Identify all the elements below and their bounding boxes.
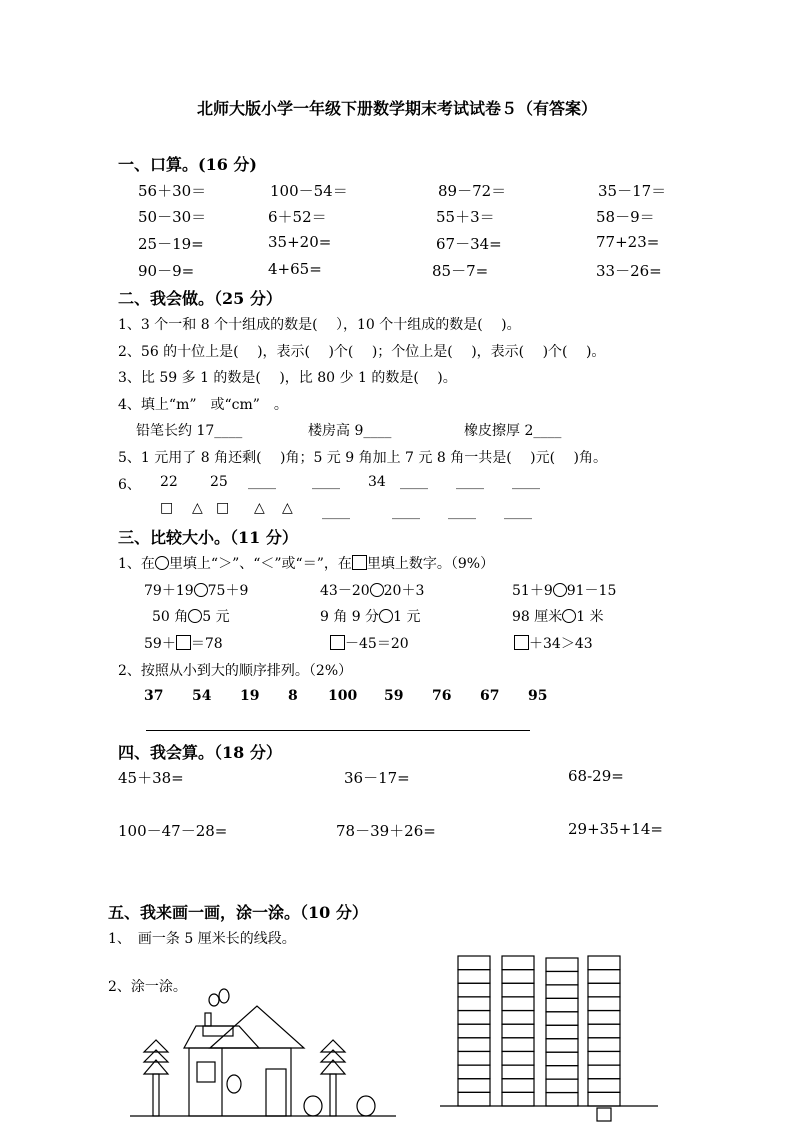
circle-blank-icon [379,609,393,623]
fill-item [144,633,223,653]
question-2-6-label: 6、 [118,477,141,493]
block-cell [458,1065,490,1079]
answer-line [146,730,530,731]
sequence-blank: ____ [400,474,428,490]
block-cell [588,1079,620,1093]
block-cell [588,1024,620,1038]
question-5-1: 1、 画一条 5 厘米长的线段。 [108,931,296,947]
compare-item [320,606,421,626]
block-cell [458,1024,490,1038]
block-cell [588,1065,620,1079]
compare-item [320,580,424,600]
order-number: 100 [328,688,358,704]
calc-item: 45＋38= [118,769,184,787]
tree-trunk [153,1074,159,1116]
compare-right: 1 米 [576,609,604,625]
block-cell [588,1051,620,1065]
order-number: 59 [384,688,404,704]
fill-left: 59＋ [144,636,176,652]
block-cell [546,958,578,971]
calc-item: 89－72＝ [438,182,507,200]
oval-window [227,1075,241,1093]
unit-blank-building: 楼房高 9____ [308,423,392,439]
sequence-blank: ____ [392,504,420,520]
block-cell [458,983,490,997]
window [197,1062,215,1082]
block-column [458,956,490,1106]
block-cell [588,997,620,1011]
block-cell [546,998,578,1011]
sequence-blank: ____ [456,474,484,490]
block-cell [588,956,620,970]
calc-item: 29+35+14= [568,820,663,838]
fill-right: ＋34＞43 [529,636,593,652]
block-cell [502,970,534,984]
unit-blank-pencil: 铅笔长约 17____ [136,423,243,439]
sequence-blank: ____ [312,474,340,490]
square-blank-icon [514,635,529,650]
square-blank-icon [352,555,367,570]
block-cell [458,1079,490,1093]
question-3-1-part-a: 1、在 [118,556,155,572]
compare-right: 75＋9 [207,583,249,599]
block-cell [502,1051,534,1065]
block-cell [502,956,534,970]
block-cell [458,1038,490,1052]
bush-circle [357,1096,375,1116]
order-number: 67 [480,688,500,704]
block-cell [502,1011,534,1025]
triangle-shape: △ [282,500,293,516]
circle-blank-icon [562,609,576,623]
block-cell [502,1092,534,1106]
sequence-blank: ____ [322,504,350,520]
house-drawing [126,986,402,1120]
block-cell [458,1011,490,1025]
sequence-blank: ____ [512,474,540,490]
sequence-number: 25 [210,474,228,490]
block-cell [502,1065,534,1079]
block-cell [502,983,534,997]
compare-left: 9 角 9 分 [320,609,380,625]
square-shape: □ [160,500,174,516]
compare-left: 79＋19 [144,583,194,599]
square-blank-icon [176,635,191,650]
triangle-shape: △ [254,500,265,516]
calc-item: 100－47－28= [118,822,228,840]
compare-right: 1 元 [393,609,421,625]
compare-item [512,606,604,626]
section-1-heading: 一、口算。(16 分) [118,155,257,174]
block-column [588,956,620,1106]
section-5-heading: 五、我来画一画，涂一涂。（10 分） [108,903,368,922]
block-cell [546,971,578,984]
compare-left: 43－20 [320,583,370,599]
circle-blank-icon [370,583,384,597]
block-column [502,956,534,1106]
page-title: 北师大版小学一年级下册数学期末考试试卷５（有答案） [196,99,597,118]
calc-item: 50－30＝ [138,208,207,226]
sequence-blank: ____ [504,504,532,520]
block-cell [546,1052,578,1065]
block-column [546,958,578,1106]
block-cell [588,1092,620,1106]
block-cell [458,1051,490,1065]
sequence-number: 22 [160,474,178,490]
block-cell [502,1024,534,1038]
square-shape: □ [216,500,230,516]
calc-item: 68-29= [568,767,624,785]
block-cell [546,1079,578,1092]
question-3-1-part-c: 里填上数字。（9%） [366,556,495,572]
compare-item [152,606,230,626]
unit-blank-eraser: 橡皮擦厚 2____ [464,423,562,439]
compare-left: 51＋9 [512,583,553,599]
block-cell [502,1038,534,1052]
calc-item: 36－17= [344,769,410,787]
question-3-1 [118,553,494,573]
block-cell [458,997,490,1011]
order-number: 19 [240,688,260,704]
smoke-circle [219,989,229,1003]
compare-item [512,580,616,600]
smoke-circle [209,994,219,1006]
main-roof [210,1006,304,1048]
bush-circle [304,1096,322,1116]
calc-item: 35+20= [268,233,332,251]
compare-left: 98 厘米 [512,609,563,625]
door [266,1069,286,1116]
question-2-5: 5、1 元用了 8 角还剩( )角；5 元 9 角加上 7 元 8 角一共是( )元( )角。 [118,450,607,466]
block-cell [546,1066,578,1079]
block-cell [546,1012,578,1025]
calc-item: 35－17＝ [598,182,667,200]
calc-item: 56＋30＝ [138,182,207,200]
square-blank-icon [330,635,345,650]
circle-blank-icon [553,583,567,597]
order-number: 95 [528,688,548,704]
block-cell [546,1093,578,1106]
block-cell [502,1079,534,1093]
order-number: 37 [144,688,164,704]
order-number: 76 [432,688,452,704]
chimney [205,1013,211,1026]
calc-item: 90－9= [138,262,195,280]
question-5-2: 2、涂一涂。 [108,979,187,995]
sequence-blank: ____ [448,504,476,520]
block-cell [588,970,620,984]
block-cell [588,983,620,997]
block-columns-drawing [436,950,662,1122]
calc-item: 6＋52＝ [268,208,327,226]
question-3-1-part-b: 里填上“＞”、“＜”或“＝”，在 [168,556,352,572]
question-2-1: 1、3 个一和 8 个十组成的数是( ），10 个十组成的数是( )。 [118,317,521,333]
calc-item: 58－9＝ [596,208,655,226]
sequence-number: 34 [368,474,386,490]
compare-item [144,580,248,600]
block-cell [546,1025,578,1038]
question-3-2: 2、按照从小到大的顺序排列。（2%） [118,663,353,679]
question-2-3: 3、比 59 多 1 的数是( )，比 80 少 1 的数是( )。 [118,370,457,386]
block-cell [458,970,490,984]
section-3-heading: 三、比较大小。（11 分） [118,528,298,547]
calc-item: 25－19= [138,235,204,253]
tree-trunk [330,1074,336,1116]
block-cell [458,1092,490,1106]
calc-item: 85－7= [432,262,489,280]
calc-item: 4+65= [268,260,322,278]
block-cell [546,985,578,998]
block-cell [458,956,490,970]
circle-blank-icon [188,609,202,623]
calc-item: 67－34= [436,235,502,253]
calc-item: 100－54＝ [270,182,348,200]
section-2-heading: 二、我会做。（25 分） [118,289,282,308]
block-cell [588,1038,620,1052]
small-square [597,1108,611,1121]
fill-item [330,633,409,653]
circle-blank-icon [155,556,169,570]
calc-item: 33－26= [596,262,662,280]
question-2-2: 2、56 的十位上是( )，表示( )个( )；个位上是( )，表示( )个( )。 [118,344,606,360]
question-2-4: 4、填上“m” 或“cm” 。 [118,397,288,413]
order-number: 8 [288,688,298,704]
calc-item: 78－39＋26= [336,822,436,840]
block-cell [502,997,534,1011]
compare-right: 5 元 [202,609,230,625]
fill-right: －45＝20 [345,636,409,652]
compare-right: 91－15 [566,583,617,599]
block-cell [588,1011,620,1025]
fill-item [514,633,593,653]
triangle-shape: △ [192,500,203,516]
fill-right: ＝78 [190,636,223,652]
calc-item: 77+23= [596,233,660,251]
compare-left: 50 角 [152,609,189,625]
block-cell [546,1039,578,1052]
circle-blank-icon [194,583,208,597]
section-4-heading: 四、我会算。（18 分） [118,743,282,762]
order-number: 54 [192,688,212,704]
sequence-blank: ____ [248,474,276,490]
compare-right: 20＋3 [383,583,425,599]
calc-item: 55＋3＝ [436,208,495,226]
